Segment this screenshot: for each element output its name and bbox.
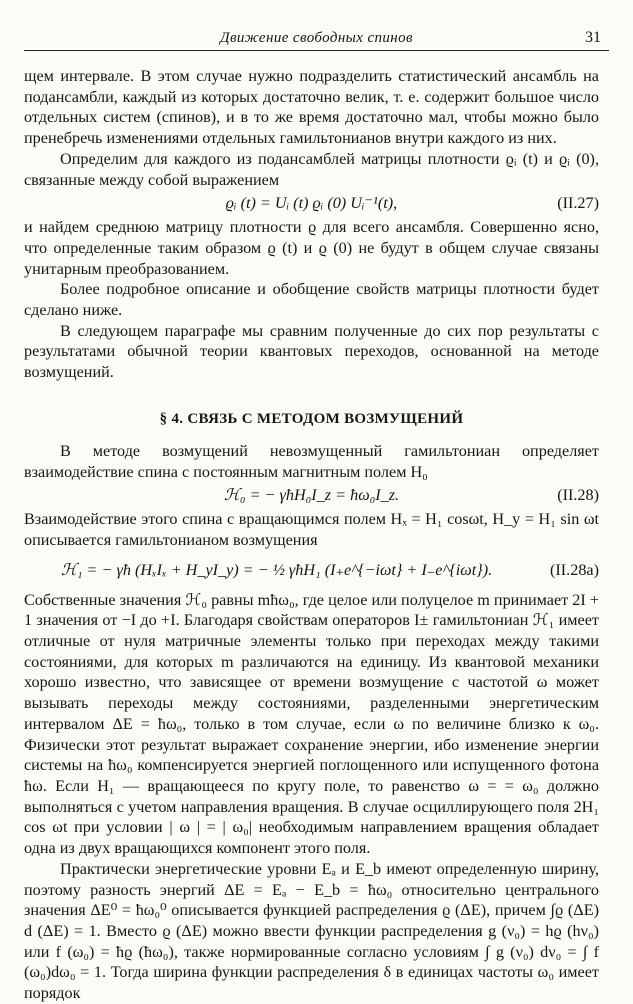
paragraph-9: Практически энергетические уровни Eₐ и E_b имеют определенную ширину, поэтому разность энергий ΔE = Eₐ − E_b = ħω₀ относительно центрального значения ΔE⁰ = ħω₀⁰ описывается функцией распределения ϱ (ΔE), причем ∫ϱ (ΔE) d (ΔE) = 1. Вместо ϱ (ΔE) можно ввести функции распределения g (ν₀) = hϱ (hν₀) или f (ω₀) = ħϱ (ħω₀), также нормированные согласно условиям ∫ g (ν₀) dν₀ = ∫ f (ω₀)dω₀ = 1. Тогда ширина функции распределения δ в единицах частоты ω₀ имеет порядок xyxy=(24,859,599,1003)
equation-II-27 xyxy=(24,190,599,217)
running-title: Движение свободных спинов xyxy=(220,30,413,46)
paragraph-7: Взаимодействие этого спина с вращающимся полем Hₓ = H₁ cosωt, H_y = H₁ sin ωt описывается гамильтонианом возмущения xyxy=(24,510,599,549)
paragraph-4: Более подробное описание и обобщение свойств матрицы плотности будет сделано ниже. xyxy=(24,280,599,320)
section-heading: § 4. СВЯЗЬ С МЕТОДОМ ВОЗМУЩЕНИЙ xyxy=(159,410,464,427)
paragraph-6: В методе возмущений невозмущенный гамильтониан определяет взаимодействие спина с постоянным магнитным полем H₀ xyxy=(24,441,599,481)
equation-formula: ℋ₀ = − γħH₀I_z = ħω₀I_z. xyxy=(223,486,400,505)
equation-formula: ϱᵢ (t) = Uᵢ (t) ϱᵢ (0) Uᵢ⁻¹(t), xyxy=(225,194,398,213)
equation-formula: ℋ₁ = − γħ (HₓIₓ + H_yI_y) = − ½ γħH₁ (I₊e^{−iωt} + I₋e^{iωt}). xyxy=(60,560,493,579)
equation-II-28 xyxy=(24,482,599,509)
paragraph-8: Собственные значения ℋ₀ равны mħω₀, где целое или полуцелое m принимает 2I + 1 значения от −I до +I. Благодаря свойствам операторов I± гамильтониан ℋ₁ имеет отличные от нуля матричные элементы только при переходах между такими состояниями, для которых m различаются на единицу. Из квантовой механики хорошо известно, что зависящее от времени возмущение с частотой ω может вызывать переходы между состояниями, разделенными энергетическим интервалом ΔE = ħω₀, только в том случае, если ω по величине близко к ω₀. Физически этот результат выражает сохранение энергии, ибо изменение энергии системы на ħω₀ компенсируется энергией поглощенного или испущенного фотона ħω. Если H₁ — вращающееся по кругу поле, то равенство ω = = ω₀ должно выполняться с учетом направления вращения. В случае осциллирующего поля 2H₁ cos ωt при условии | ω | = | ω₀| необходимым направлением вращения обладает одна из двух вращающихся компонент этого поля. xyxy=(24,590,599,858)
paragraph-3: и найдем среднюю матрицу плотности ϱ для всего ансамбля. Совершенно ясно, что определенные таким образом ϱ (t) и ϱ (0) не будут в общем случае связаны унитарным преобразованием. xyxy=(24,218,599,278)
equation-number: (II.28a) xyxy=(550,560,599,579)
paragraph-5: В следующем параграфе мы сравним полученные до сих пор результаты с результатами обычной теории квантовых переходов, основанной на методе возмущений. xyxy=(24,321,599,382)
paragraph-2: Определим для каждого из подансамблей матрицы плотности ϱᵢ (t) и ϱᵢ (0), связанные между собой выражением xyxy=(24,149,599,189)
equation-number: (II.28) xyxy=(557,486,599,505)
equation-II-28a xyxy=(24,557,599,584)
page-body xyxy=(24,66,599,1004)
equation-number: (II.27) xyxy=(557,194,599,213)
page-header xyxy=(24,28,609,51)
paragraph-1: щем интервале. В этом случае нужно подразделить статистический ансамбль на подансамбли, каждый из которых достаточно велик, т. е. содержит большое число отдельных систем (спинов), и в то же время достаточно мал, чтобы можно было пренебречь изменениями отдельных гамильтонианов внутри каждого из них. xyxy=(24,67,599,148)
page-number: 31 xyxy=(585,29,601,46)
